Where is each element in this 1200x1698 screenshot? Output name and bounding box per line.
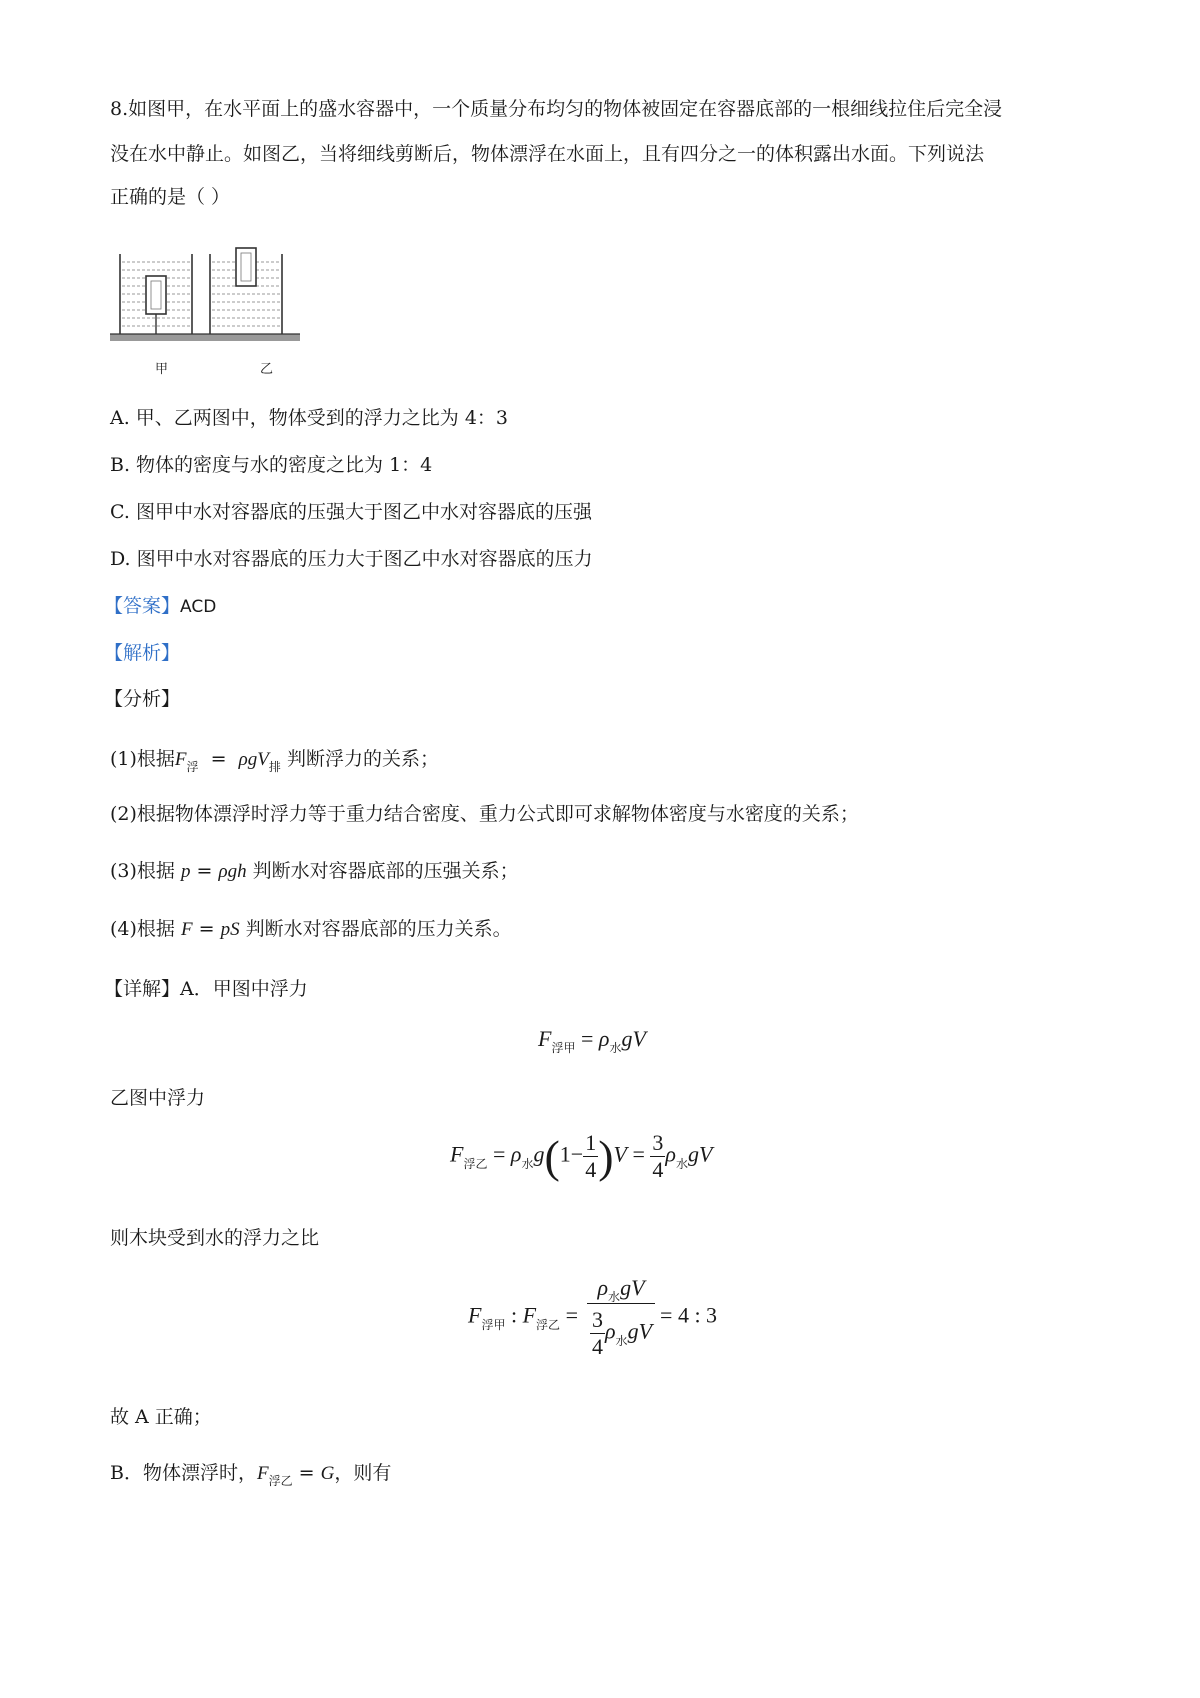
container-figure [108,240,318,375]
eq-ratio-value: 4 : 3 [677,1302,718,1328]
formula-sub-fu: 浮 [186,760,199,774]
frac-num: 3 [591,1307,603,1332]
eq-rparen: ) [598,1131,614,1182]
formula-f: F [256,1463,269,1484]
eq-v: V [638,1318,653,1344]
ground [110,334,300,341]
option-d: D. 图甲中水对容器底的压力大于图乙中水对容器底的压力 [110,548,593,570]
formula-f: F [174,749,187,770]
eq-sub-shui: 水 [615,1333,628,1348]
eq-v: V [632,1026,646,1051]
formula-g: g [227,861,238,882]
object-block [146,276,166,314]
eq-g: g [688,1141,699,1167]
fenxi-heading: 【分析】 [104,688,181,710]
eq-rho: ρ [597,1275,609,1300]
eq-g: g [533,1141,545,1167]
formula-p: p [220,919,231,940]
container-jia [120,254,192,334]
b-suffix: ，则有 [334,1462,392,1484]
step1-suffix: 判断浮力的关系； [286,748,439,770]
formula-f: F [180,919,193,940]
formula-eq: = [196,860,213,882]
answer-label: 【答案】 [104,595,181,617]
eq-equals: = [580,1026,594,1051]
step3-suffix: 判断水对容器底部的压强关系； [252,860,519,882]
eq-sub-fuyi: 浮乙 [463,1156,488,1171]
formula-g-weight: G [320,1463,335,1484]
eq-equals: = [565,1302,578,1328]
fenxi-step-3 [110,858,519,885]
formula-eq: = [198,918,215,940]
detail-b-line [110,1460,391,1488]
eq-fraction-three-quarter [590,1307,605,1360]
eq-fraction-three-quarter [650,1130,665,1183]
eq-sub-shui: 水 [609,1041,622,1055]
eq-sub-shui: 水 [675,1156,688,1171]
formula-rho: ρ [218,861,228,882]
figure-label-yi: 乙 [260,362,274,377]
eq-v: V [613,1141,627,1167]
formula-g: g [247,749,258,770]
option-a: A. 甲、乙两图中，物体受到的浮力之比为 4：3 [110,407,509,429]
formula-p: p [180,861,191,882]
big-frac-num [587,1275,654,1304]
frac-den: 4 [591,1334,603,1359]
eq-rho: ρ [665,1141,676,1167]
formula-s: S [230,919,240,940]
frac-den: 4 [652,1157,664,1182]
formula-eq: = [298,1462,315,1484]
eq-f: F [450,1141,464,1167]
figure-label-jia: 甲 [155,362,169,377]
formula-rho: ρ [238,749,248,770]
eq-sub-shui: 水 [521,1156,534,1171]
eq-equals: = [632,1141,645,1167]
fenxi-step-2: (2)根据物体漂浮时浮力等于重力结合密度、重力公式即可求解物体密度与水密度的关系； [110,803,859,825]
detail-yi-text: 乙图中浮力 [110,1087,206,1109]
step4-prefix: (4)根据 [110,918,175,940]
step3-prefix: (3)根据 [110,860,175,882]
eq-fraction-quarter [583,1130,598,1183]
formula-h: h [237,861,247,882]
eq-sub-fujia: 浮甲 [481,1317,506,1332]
question-line-3: 正确的是（ ） [110,186,231,208]
answer-line [104,593,216,620]
eq-big-fraction [587,1275,654,1360]
big-frac-den [587,1304,654,1360]
eq-equals: = [492,1141,506,1167]
step1-prefix: (1)根据 [110,748,175,770]
eq-one: 1 [559,1141,571,1167]
container-yi [210,248,282,334]
eq-minus: − [570,1141,584,1167]
eq-rho: ρ [604,1318,616,1344]
b-prefix: B．物体漂浮时， [110,1462,257,1484]
eq-colon: : [510,1302,518,1328]
equation-fuyi [450,1130,712,1183]
question-line-2: 没在水中静止。如图乙，当将细线剪断后，物体漂浮在水面上，且有四分之一的体积露出水面。下列说法 [110,143,985,165]
eq-rho: ρ [598,1026,610,1051]
eq-v: V [631,1275,645,1300]
eq-sub-fuyi: 浮乙 [536,1317,561,1332]
frac-num: 3 [652,1130,664,1155]
detail-heading: 【详解】A．甲图中浮力 [104,978,308,1000]
detail-ratio-text: 则木块受到水的浮力之比 [110,1227,320,1249]
formula-eq: = [210,748,227,770]
eq-f: F [522,1302,537,1328]
eq-v: V [699,1141,713,1167]
eq-f: F [538,1026,552,1051]
formula-v: V [257,749,269,770]
fenxi-step-4 [110,916,512,943]
step4-suffix: 判断水对容器底部的压力关系。 [245,918,512,940]
eq-f: F [468,1302,482,1328]
analysis-label: 【解析】 [104,642,181,664]
eq-rho: ρ [510,1141,522,1167]
fenxi-step-1 [110,746,439,774]
frac-num: 1 [585,1130,597,1155]
equation-fujia [538,1026,646,1055]
frac-den: 4 [585,1157,597,1182]
answer-value: ACD [180,597,217,617]
eq-lparen: ( [544,1131,560,1182]
eq-g: g [621,1026,633,1051]
eq-sub-shui: 水 [608,1290,621,1304]
question-line-1: 8.如图甲，在水平面上的盛水容器中，一个质量分布均匀的物体被固定在容器底部的一根细线拉住后完全浸 [110,98,1003,120]
detail-conclusion-a: 故 A 正确； [110,1406,212,1428]
option-b: B. 物体的密度与水的密度之比为 1：4 [110,454,433,476]
eq-sub-fujia: 浮甲 [551,1041,576,1055]
equation-ratio [468,1275,717,1360]
eq-g: g [627,1318,639,1344]
object-block-floating [236,248,256,286]
eq-equals: = [660,1302,673,1328]
formula-sub-pai: 排 [268,760,281,774]
option-c: C. 图甲中水对容器底的压强大于图乙中水对容器底的压强 [110,501,592,523]
formula-sub-fuyi: 浮乙 [268,1474,293,1488]
eq-g: g [620,1275,632,1300]
